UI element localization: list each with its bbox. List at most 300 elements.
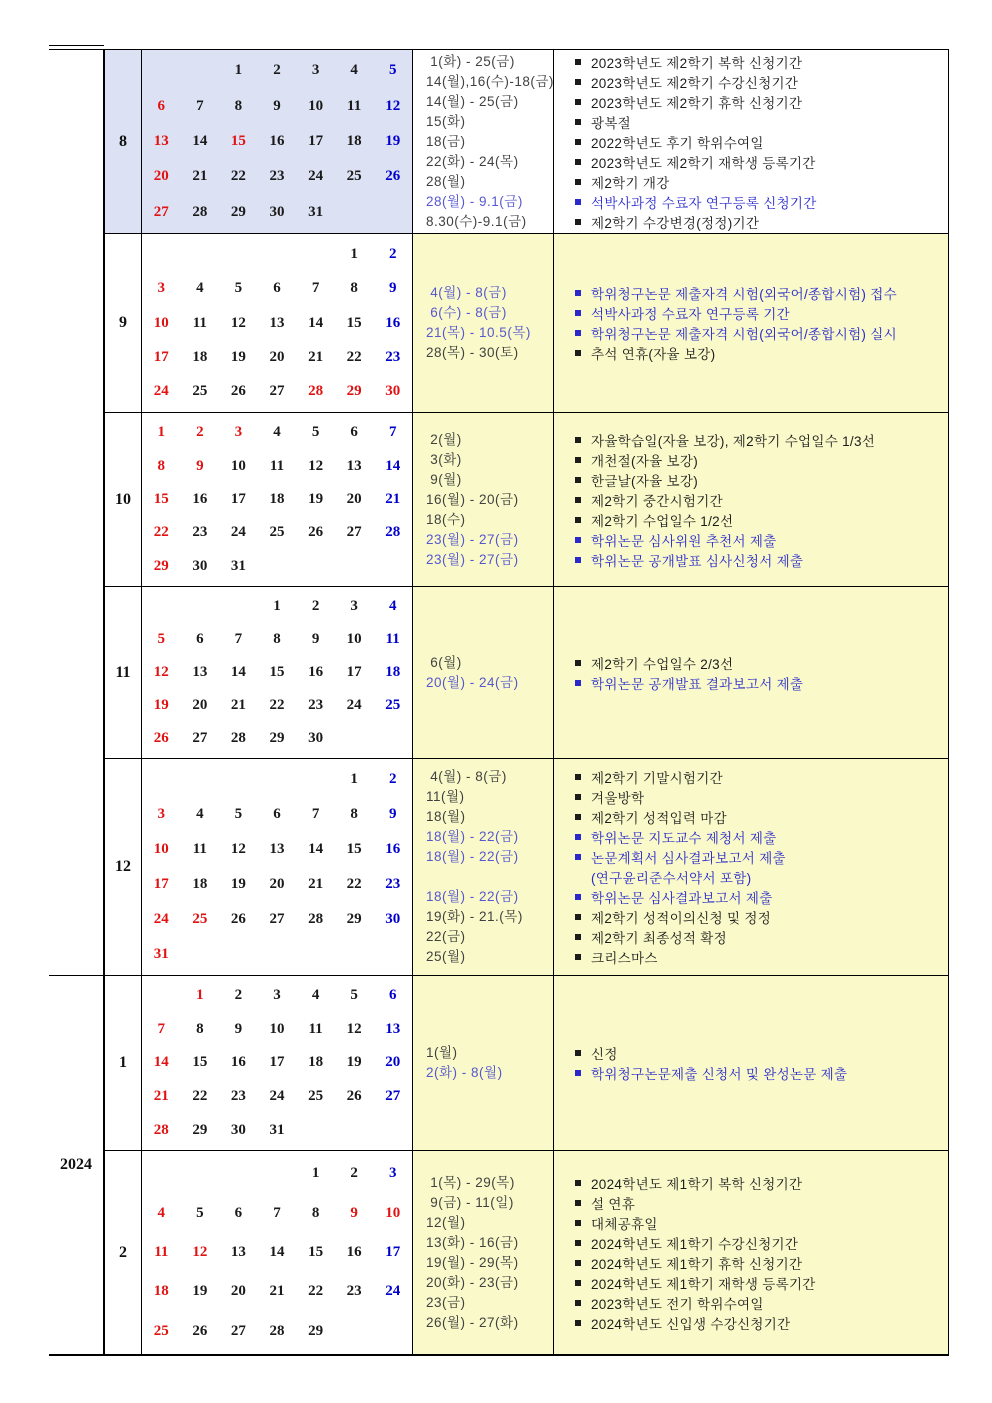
- day-cell: 17: [308, 133, 324, 150]
- square-bullet-icon: [575, 497, 581, 503]
- day-cell: 15: [192, 1054, 208, 1071]
- day-cell: 19: [153, 697, 169, 713]
- event-text: 2023학년도 전기 학위수여일: [591, 1296, 764, 1312]
- day-cell: 23: [308, 697, 324, 713]
- event-text: (연구윤리준수서약서 포함): [591, 871, 752, 886]
- week-row: [142, 689, 412, 722]
- day-cell: 5: [350, 987, 358, 1004]
- day-cell: 2: [311, 598, 320, 614]
- week-row: [142, 979, 412, 1013]
- week-row: [142, 1272, 412, 1311]
- event-line: [575, 172, 948, 192]
- day-cell: 1: [350, 245, 358, 262]
- day-cell: 25: [308, 1088, 324, 1105]
- day-cell: 12: [346, 1020, 362, 1037]
- day-cell: 19: [308, 491, 324, 508]
- day-cell: 20: [153, 168, 169, 185]
- week-row: [142, 340, 412, 374]
- month-row: [105, 412, 948, 586]
- month-row: [105, 50, 948, 233]
- square-bullet-icon: [575, 1200, 581, 1206]
- day-cell: 26: [230, 383, 246, 400]
- day-cell: 7: [311, 806, 320, 822]
- date-range-line: 20(화) - 23(금): [426, 1274, 519, 1290]
- event-list: [553, 759, 948, 975]
- day-cell: 11: [385, 631, 400, 647]
- day-cell: 10: [308, 97, 324, 114]
- square-bullet-icon: [575, 1260, 581, 1266]
- day-cell: 7: [234, 631, 243, 647]
- week-row: [142, 1193, 412, 1232]
- day-cell: 22: [346, 348, 362, 365]
- day-cell: 24: [308, 168, 324, 185]
- square-bullet-icon: [575, 954, 581, 960]
- event-line: [575, 1233, 948, 1253]
- event-list: [553, 413, 948, 586]
- event-text: 2023학년도 제2학기 재학생 등록기간: [591, 155, 816, 171]
- date-range-line: 9(월): [426, 471, 462, 487]
- day-cell: 24: [153, 911, 169, 927]
- month-label: 1: [119, 1054, 127, 1071]
- day-cell: [335, 1113, 374, 1147]
- day-cell: 4: [157, 1204, 166, 1221]
- date-range-line: 19(월) - 29(목): [426, 1254, 519, 1270]
- day-cell: 30: [230, 1121, 246, 1138]
- day-cell: 16: [346, 1244, 362, 1261]
- day-cell: 1: [157, 424, 166, 441]
- year-label: 2024: [60, 1156, 92, 1173]
- event-line: [575, 847, 948, 867]
- event-line: [575, 132, 948, 152]
- day-cell: 22: [346, 876, 362, 892]
- event-text: 제2학기 수업일수 1/2선: [591, 513, 734, 529]
- event-line: [575, 490, 948, 510]
- day-cell: [142, 1154, 181, 1193]
- week-row: [142, 623, 412, 656]
- event-text: 제2학기 최종성적 확정: [591, 931, 727, 946]
- day-cell: 14: [385, 457, 401, 474]
- event-line: [575, 1213, 948, 1233]
- calendar-grid: [141, 50, 412, 233]
- day-cell: 14: [192, 133, 208, 150]
- day-cell: 28: [192, 203, 208, 220]
- day-cell: [373, 722, 412, 755]
- event-text: 제2학기 중간시험기간: [591, 493, 723, 509]
- event-line: [575, 112, 948, 132]
- week-row: [142, 1233, 412, 1272]
- day-cell: 24: [230, 524, 246, 541]
- event-line: [575, 550, 948, 570]
- square-bullet-icon: [575, 894, 581, 900]
- day-cell: 8: [234, 97, 243, 114]
- square-bullet-icon: [575, 79, 581, 85]
- event-list: [553, 1151, 948, 1354]
- day-cell: 29: [230, 203, 246, 220]
- day-cell: 28: [308, 383, 324, 400]
- week-row: [142, 590, 412, 623]
- date-range-line: 28(월) - 9.1(금): [426, 193, 523, 209]
- date-range-line: 15(화): [426, 113, 466, 129]
- day-cell: 22: [230, 168, 246, 185]
- day-cell: 6: [234, 1204, 243, 1221]
- week-row: [142, 483, 412, 516]
- day-cell: 17: [153, 876, 169, 892]
- event-text: 크리스마스: [591, 951, 658, 966]
- event-line: [575, 1063, 948, 1083]
- day-cell: [181, 237, 220, 271]
- day-cell: 11: [192, 314, 207, 331]
- day-cell: 26: [346, 1088, 362, 1105]
- day-cell: 3: [388, 1165, 397, 1182]
- day-cell: 4: [388, 598, 397, 614]
- day-cell: 25: [346, 168, 362, 185]
- day-cell: 16: [269, 133, 285, 150]
- date-range-line: 8.30(수)-9.1(금): [426, 213, 527, 229]
- date-range-line: 13(화) - 16(금): [426, 1234, 519, 1250]
- day-cell: 16: [385, 314, 401, 331]
- day-cell: [258, 1154, 297, 1193]
- date-range-line: 4(월) - 8(금): [426, 285, 507, 300]
- event-text: 설 연휴: [591, 1196, 636, 1212]
- day-cell: 27: [192, 730, 208, 746]
- month-label: 11: [115, 663, 131, 681]
- week-row: [142, 1113, 412, 1147]
- week-row: [142, 1154, 412, 1193]
- event-list: [553, 50, 948, 233]
- day-cell: 12: [192, 1244, 208, 1261]
- event-list: [553, 234, 948, 412]
- day-cell: 18: [153, 1283, 169, 1300]
- square-bullet-icon: [575, 517, 581, 523]
- day-cell: 25: [192, 911, 208, 927]
- day-cell: 29: [269, 730, 285, 746]
- day-cell: 21: [269, 1283, 285, 1300]
- date-range-list: [412, 413, 553, 586]
- calendar-grid: [141, 976, 412, 1150]
- day-cell: 18: [192, 876, 208, 892]
- day-cell: 19: [385, 133, 401, 150]
- day-cell: 29: [153, 557, 169, 574]
- month-label-cell: [105, 234, 141, 412]
- date-range-line: 18(월) - 22(금): [426, 849, 519, 864]
- date-range-line: 19(화) - 21.(목): [426, 909, 523, 924]
- week-row: [142, 832, 412, 867]
- event-text: 석박사과정 수료자 연구등록 기간: [591, 307, 790, 322]
- event-line: [575, 653, 948, 673]
- date-range-line: 1(화) - 25(금): [426, 53, 515, 69]
- event-line: [575, 283, 948, 303]
- day-cell: 22: [269, 697, 285, 713]
- event-list: [553, 587, 948, 758]
- day-cell: 1: [350, 771, 358, 787]
- event-text: 제2학기 성적입력 마감: [591, 811, 727, 826]
- day-cell: 18: [308, 1054, 324, 1071]
- day-cell: 5: [234, 806, 243, 822]
- event-text: 학위청구논문 제출자격 시험(외국어/종합시험) 접수: [591, 287, 897, 302]
- day-cell: 24: [385, 1283, 401, 1300]
- day-cell: [219, 762, 258, 797]
- week-row: [142, 550, 412, 583]
- day-cell: 13: [269, 314, 285, 331]
- day-cell: 27: [269, 911, 285, 927]
- event-text: 제2학기 개강: [591, 175, 670, 191]
- day-cell: [373, 1312, 412, 1351]
- day-cell: 3: [157, 806, 166, 822]
- date-range-list: [412, 1151, 553, 1354]
- date-range-line: 18(월) - 22(금): [426, 829, 519, 844]
- day-cell: 27: [230, 1322, 246, 1339]
- day-cell: [219, 237, 258, 271]
- day-cell: 30: [385, 383, 401, 400]
- day-cell: [296, 937, 335, 972]
- event-line: [575, 450, 948, 470]
- event-text: 논문계획서 심사결과보고서 제출: [591, 851, 786, 866]
- day-cell: 11: [269, 457, 285, 474]
- event-text: 광복절: [591, 115, 632, 131]
- square-bullet-icon: [575, 199, 581, 205]
- day-cell: 6: [157, 97, 166, 114]
- day-cell: 21: [192, 168, 208, 185]
- month-label: 9: [119, 314, 127, 331]
- square-bullet-icon: [575, 179, 581, 185]
- day-cell: 9: [350, 1204, 358, 1221]
- week-row: [142, 271, 412, 305]
- event-line: [575, 192, 948, 212]
- day-cell: 6: [273, 280, 281, 297]
- date-range-line: 3(화): [426, 451, 462, 467]
- event-text: 학위논문 심사위원 추천서 제출: [591, 533, 777, 549]
- event-line: [575, 673, 948, 693]
- day-cell: 3: [273, 987, 281, 1004]
- event-line: [575, 767, 948, 787]
- month-label-cell: [105, 759, 141, 975]
- day-cell: [142, 762, 181, 797]
- square-bullet-icon: [575, 437, 581, 443]
- event-line: [575, 887, 948, 907]
- day-cell: 15: [308, 1244, 324, 1261]
- day-cell: 13: [269, 841, 285, 857]
- day-cell: 28: [269, 1322, 285, 1339]
- week-row: [142, 124, 412, 159]
- event-line: [575, 947, 948, 967]
- day-cell: 1: [273, 598, 281, 614]
- square-bullet-icon: [575, 794, 581, 800]
- calendar-grid: [141, 413, 412, 586]
- date-range-line: 14(월),16(수)-18(금): [426, 73, 554, 89]
- event-text: 대체공휴일: [591, 1216, 658, 1232]
- day-cell: 24: [153, 383, 169, 400]
- day-cell: 20: [230, 1283, 246, 1300]
- date-range-list: [412, 234, 553, 412]
- date-range-line: 23(금): [426, 1294, 466, 1310]
- day-cell: 18: [385, 664, 401, 680]
- week-row: [142, 1013, 412, 1047]
- event-line: [575, 807, 948, 827]
- day-cell: [373, 937, 412, 972]
- day-cell: 2: [273, 62, 281, 79]
- day-cell: 15: [230, 133, 246, 150]
- day-cell: 13: [230, 1244, 246, 1261]
- day-cell: [335, 550, 374, 583]
- day-cell: 8: [350, 280, 358, 297]
- day-cell: [181, 1154, 220, 1193]
- day-cell: 9: [273, 97, 281, 114]
- square-bullet-icon: [575, 139, 581, 145]
- day-cell: 18: [192, 348, 208, 365]
- day-cell: 16: [192, 491, 208, 508]
- event-line: [575, 212, 948, 232]
- day-cell: 28: [308, 911, 324, 927]
- day-cell: 7: [196, 97, 204, 114]
- date-range-line: 2(화) - 8(월): [426, 1065, 503, 1080]
- day-cell: 7: [273, 1204, 281, 1221]
- day-cell: 8: [311, 1204, 320, 1221]
- event-text: 학위논문 심사결과보고서 제출: [591, 891, 773, 906]
- square-bullet-icon: [575, 59, 581, 65]
- day-cell: 23: [269, 168, 285, 185]
- day-cell: [181, 937, 220, 972]
- day-cell: 5: [234, 280, 243, 297]
- day-cell: 2: [234, 987, 243, 1004]
- day-cell: 1: [234, 62, 243, 79]
- month-row: [105, 586, 948, 758]
- day-cell: 14: [308, 314, 324, 331]
- day-cell: 15: [346, 841, 362, 857]
- event-line: [575, 1193, 948, 1213]
- event-text: 한글날(자율 보강): [591, 473, 699, 489]
- day-cell: 31: [308, 203, 324, 220]
- day-cell: 5: [157, 631, 166, 647]
- day-cell: [181, 590, 220, 623]
- day-cell: 6: [196, 631, 204, 647]
- day-cell: 3: [350, 598, 358, 614]
- day-cell: [181, 762, 220, 797]
- event-list: [553, 976, 948, 1150]
- month-row: [105, 758, 948, 975]
- day-cell: [219, 1154, 258, 1193]
- day-cell: 13: [153, 133, 169, 150]
- day-cell: 23: [385, 876, 401, 892]
- date-range-line: 26(월) - 27(화): [426, 1314, 519, 1330]
- square-bullet-icon: [575, 557, 581, 563]
- day-cell: 31: [230, 557, 246, 574]
- event-line: [575, 72, 948, 92]
- day-cell: 20: [346, 491, 362, 508]
- date-range-list: [412, 587, 553, 758]
- day-cell: 27: [153, 203, 169, 220]
- day-cell: 1: [311, 1165, 320, 1182]
- day-cell: 18: [346, 133, 362, 150]
- day-cell: 10: [153, 841, 169, 857]
- event-line: [575, 530, 948, 550]
- day-cell: 25: [153, 1322, 169, 1339]
- day-cell: 10: [153, 314, 169, 331]
- event-text: 학위논문 지도교수 제청서 제출: [591, 831, 777, 846]
- month-label-cell: [105, 413, 141, 586]
- day-cell: 4: [273, 424, 281, 441]
- date-range-line: 18(월): [426, 809, 466, 824]
- day-cell: 4: [311, 987, 320, 1004]
- month-label: 2: [119, 1243, 127, 1261]
- month-label: 12: [115, 858, 131, 875]
- event-line: [575, 470, 948, 490]
- event-text: 추석 연휴(자율 보강): [591, 347, 716, 362]
- date-range-line: 28(월): [426, 173, 466, 189]
- day-cell: 18: [269, 491, 285, 508]
- week-row: [142, 722, 412, 755]
- week-row: [142, 762, 412, 797]
- day-cell: 8: [157, 457, 166, 474]
- day-cell: [258, 762, 297, 797]
- day-cell: 3: [157, 280, 166, 297]
- week-row: [142, 375, 412, 409]
- event-text: 2022학년도 후기 학위수여일: [591, 135, 764, 151]
- square-bullet-icon: [575, 159, 581, 165]
- date-range-line: 11(월): [426, 789, 465, 804]
- day-cell: 13: [385, 1020, 401, 1037]
- day-cell: 9: [388, 806, 397, 822]
- week-row: [142, 937, 412, 972]
- day-cell: 10: [230, 457, 246, 474]
- day-cell: 2: [388, 245, 397, 262]
- event-line: [575, 1043, 948, 1063]
- day-cell: 15: [153, 491, 169, 508]
- day-cell: 28: [153, 1121, 169, 1138]
- square-bullet-icon: [575, 290, 581, 296]
- day-cell: 12: [385, 97, 401, 114]
- day-cell: 14: [269, 1244, 285, 1261]
- date-range-line: 23(월) - 27(금): [426, 551, 519, 567]
- day-cell: 27: [346, 524, 362, 541]
- day-cell: [142, 979, 181, 1013]
- month-row: [105, 233, 948, 412]
- square-bullet-icon: [575, 1280, 581, 1286]
- day-cell: [142, 590, 181, 623]
- day-cell: 11: [154, 1244, 169, 1261]
- day-cell: 31: [269, 1121, 285, 1138]
- day-cell: 30: [192, 557, 208, 574]
- square-bullet-icon: [575, 1050, 581, 1056]
- day-cell: [219, 937, 258, 972]
- day-cell: 11: [347, 97, 362, 114]
- day-cell: 24: [346, 697, 362, 713]
- month-row: [105, 1150, 948, 1354]
- day-cell: 25: [192, 383, 208, 400]
- day-cell: 20: [385, 1054, 401, 1071]
- event-text: 학위청구논문제출 신청서 및 완성논문 제출: [591, 1067, 848, 1082]
- day-cell: 2: [196, 424, 204, 441]
- day-cell: 23: [230, 1088, 246, 1105]
- square-bullet-icon: [575, 680, 581, 686]
- day-cell: 11: [192, 841, 207, 857]
- date-range-line: 25(월): [426, 949, 466, 964]
- day-cell: 15: [269, 664, 285, 680]
- event-text: 2023학년도 제2학기 수강신청기간: [591, 75, 799, 91]
- day-cell: 26: [230, 911, 246, 927]
- day-cell: 17: [153, 348, 169, 365]
- day-cell: [258, 937, 297, 972]
- week-row: [142, 306, 412, 340]
- square-bullet-icon: [575, 1240, 581, 1246]
- day-cell: 16: [385, 841, 401, 857]
- day-cell: 4: [196, 280, 204, 297]
- week-row: [142, 1312, 412, 1351]
- square-bullet-icon: [575, 119, 581, 125]
- event-line: [575, 343, 948, 363]
- square-bullet-icon: [575, 1300, 581, 1306]
- day-cell: 21: [308, 348, 324, 365]
- day-cell: 7: [157, 1020, 166, 1037]
